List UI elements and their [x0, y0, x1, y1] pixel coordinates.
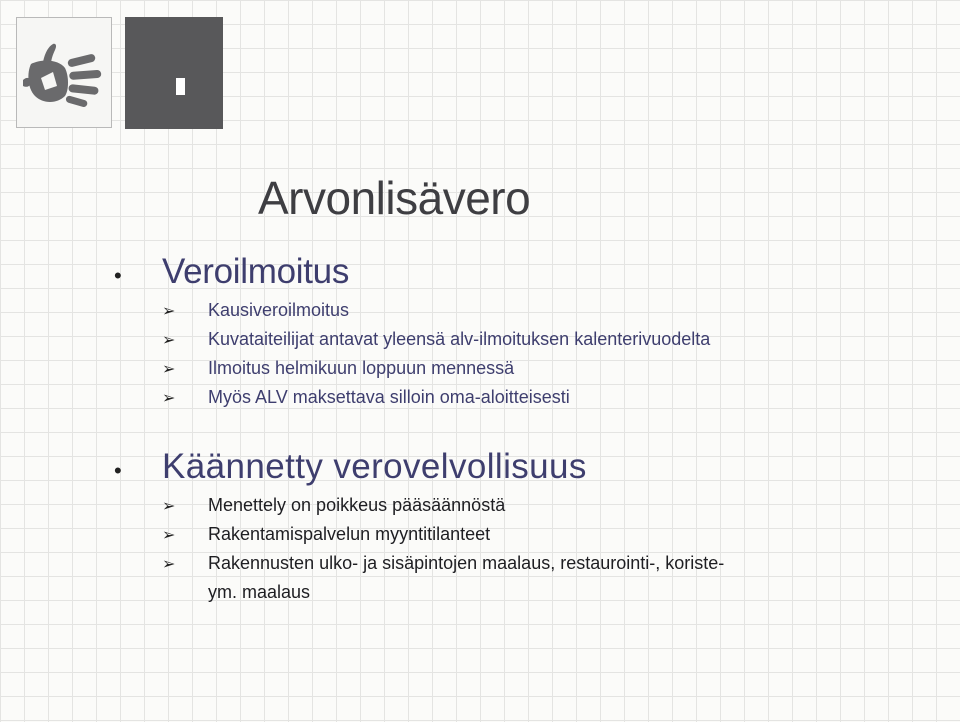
- list-item-text: ym. maalaus: [208, 582, 311, 602]
- sub-list: [112, 491, 724, 607]
- list-item: [112, 296, 710, 325]
- section-kaannetty-verovelvollisuus: [112, 447, 724, 607]
- arrow-bullet-icon: ➢: [162, 525, 176, 544]
- handprint-icon: [23, 42, 107, 108]
- page-title: Arvonlisävero: [258, 172, 531, 224]
- arrow-bullet-icon: ➢: [162, 554, 176, 573]
- section-heading: [112, 252, 710, 292]
- arrow-bullet-icon: ➢: [162, 388, 176, 407]
- arrow-bullet-icon: ➢: [162, 301, 176, 320]
- list-item: [112, 491, 724, 520]
- list-item: [112, 549, 724, 578]
- decorative-gray-panel: [125, 17, 223, 129]
- list-item-text: Rakentamispalvelun myyntitilanteet: [208, 524, 491, 544]
- list-item-text: Myös ALV maksettava silloin oma-aloitteisesti: [208, 387, 570, 407]
- bullet-dot-icon: •: [114, 458, 122, 483]
- list-item: [112, 383, 710, 412]
- sub-list: [112, 296, 710, 412]
- section-veroilmoitus: [112, 252, 710, 412]
- arrow-bullet-icon: ➢: [162, 359, 176, 378]
- list-item: [112, 325, 710, 354]
- list-item-text: Kuvataiteilijat antavat yleensä alv-ilmoituksen kalenterivuodelta: [208, 329, 711, 349]
- list-item-continuation: [112, 578, 724, 607]
- handprint-logo: [16, 17, 112, 128]
- section-heading-text: Veroilmoitus: [162, 252, 350, 291]
- list-item-text: Menettely on poikkeus pääsäännöstä: [208, 495, 506, 515]
- white-mark: [176, 78, 185, 95]
- list-item-text: Rakennusten ulko- ja sisäpintojen maalaus, restaurointi-, koriste-: [208, 553, 725, 573]
- list-item: [112, 354, 710, 383]
- section-heading-text: Käännetty verovelvollisuus: [162, 447, 587, 486]
- bullet-dot-icon: •: [114, 263, 122, 288]
- arrow-bullet-icon: ➢: [162, 496, 176, 515]
- section-heading: [112, 447, 724, 487]
- list-item: [112, 520, 724, 549]
- arrow-bullet-icon: ➢: [162, 330, 176, 349]
- list-item-text: Kausiveroilmoitus: [208, 300, 350, 320]
- list-item-text: Ilmoitus helmikuun loppuun mennessä: [208, 358, 515, 378]
